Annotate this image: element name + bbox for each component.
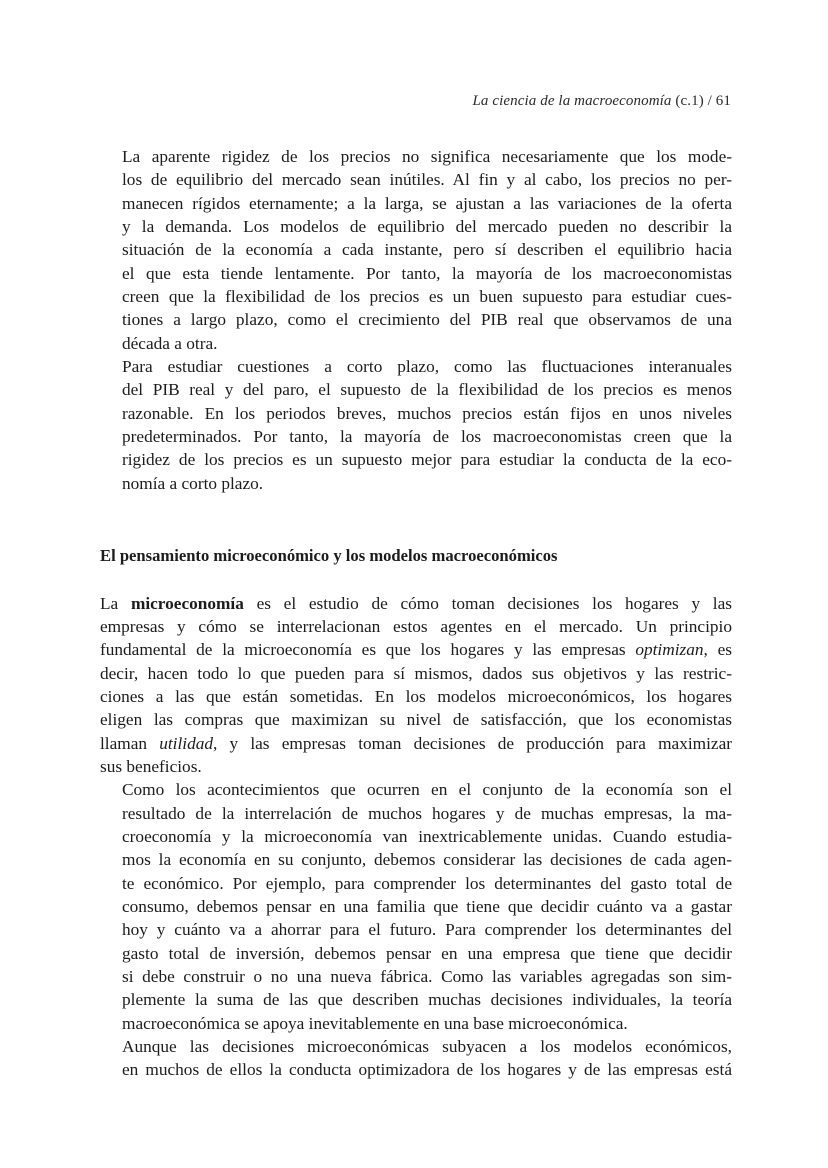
text-line: te económico. Por ejemplo, para comprender los determinantes del gasto total de — [122, 873, 732, 893]
bold-term: microeconomía — [130, 593, 244, 613]
text-line: manecen rígidos eternamente; a la larga, se ajustan a las variaciones de la oferta — [122, 193, 732, 213]
text-line: los de equilibrio del mercado sean inútiles. Al fin y al cabo, los precios no per- — [122, 170, 732, 190]
paragraph-optimizing-behavior — [100, 1035, 732, 1082]
text-segment: fundamental de la microeconomía es que los hogares y las empresas — [100, 640, 636, 660]
text-line: mos la economía en su conjunto, debemos considerar las decisiones de cada agen- — [122, 850, 732, 870]
paragraph-microeconomics-definition — [100, 592, 732, 779]
text-segment: , y las empresas toman decisiones de producción para maximizar — [213, 733, 732, 753]
text-line: Para estudiar cuestiones a corto plazo, como las fluctuaciones interanuales — [122, 357, 732, 377]
text-line: macroeconómica se apoya inevitablemente en una base microeconómica. — [122, 1013, 628, 1033]
text-line: predeterminados. Por tanto, la mayoría de los macroeconomistas creen que la — [122, 427, 732, 447]
text-line: tiones a largo plazo, como el crecimiento del PIB real que observamos de una — [122, 310, 732, 330]
running-head-separator: / — [707, 93, 712, 109]
running-head-chapter: (c.1) — [675, 93, 704, 109]
text-line: croeconomía y la microeconomía van inextricablemente unidas. Cuando estudia- — [122, 826, 732, 846]
text-line: plemente la suma de las que describen muchas decisiones individuales, la teoría — [122, 990, 732, 1010]
paragraph-micro-macro-link — [100, 778, 732, 1035]
text-line: ciones a las que están sometidas. En los modelos microeconómicos, los hogares — [100, 686, 732, 706]
text-line: hoy y cuánto va a ahorrar para el futuro. Para comprender los determinantes del — [122, 920, 732, 940]
running-head — [472, 93, 731, 110]
text-line: si debe construir o no una nueva fábrica. Como las variables agregadas son sim- — [122, 967, 732, 986]
italic-term: optimizan — [635, 640, 704, 660]
paragraph-price-rigidity — [100, 145, 732, 355]
text-line: empresas y cómo se interrelacionan estos agentes en el mercado. Un principio — [100, 616, 732, 636]
text-line: Como los acontecimientos que ocurren en el conjunto de la economía son el — [122, 780, 732, 800]
italic-term: utilidad — [159, 733, 213, 753]
text-line: gasto total de inversión, debemos pensar en una empresa que tiene que decidir — [122, 943, 732, 963]
text-line: nomía a corto plazo. — [122, 473, 264, 493]
text-segment: La — [100, 593, 131, 613]
text-line: sus beneficios. — [100, 756, 202, 776]
text-line: del PIB real y del paro, el supuesto de la flexibilidad de los precios es menos — [122, 380, 732, 400]
page-body — [100, 145, 732, 1082]
text-line: resultado de la interrelación de muchos hogares y de muchas empresas, la ma- — [122, 803, 732, 823]
text-line — [100, 732, 732, 755]
text-line: en muchos de ellos la conducta optimizadora de los hogares y de las empresas está — [122, 1060, 732, 1080]
text-line: situación de la economía a cada instante, pero sí describen el equilibrio hacia — [122, 240, 732, 260]
text-line: creen que la flexibilidad de los precios es un buen supuesto para estudiar cues- — [122, 287, 732, 307]
page-number: 61 — [715, 93, 731, 109]
running-head-title: La ciencia de la macroeconomía — [472, 93, 672, 109]
text-line — [100, 592, 732, 615]
text-line: razonable. En los periodos breves, muchos precios están fijos en unos niveles — [122, 403, 732, 423]
text-line: La aparente rigidez de los precios no significa necesariamente que los mode- — [122, 147, 732, 166]
text-segment: llaman — [100, 733, 160, 753]
text-line: y la demanda. Los modelos de equilibrio del mercado pueden no describir la — [122, 217, 732, 237]
text-line: consumo, debemos pensar en una familia que tiene que decidir cuánto va a gastar — [122, 896, 732, 916]
text-line: década a otra. — [122, 333, 218, 353]
paragraph-short-run — [100, 355, 732, 495]
text-segment: , es — [703, 640, 732, 660]
text-line — [100, 638, 732, 661]
section-heading: El pensamiento microeconómico y los modelos macroeconómicos — [100, 546, 558, 566]
text-line: rigidez de los precios es un supuesto mejor para estudiar la conducta de la eco- — [122, 450, 732, 470]
text-segment: es el estudio de cómo toman decisiones los hogares y las — [243, 593, 732, 613]
text-line: Aunque las decisiones microeconómicas subyacen a los modelos económicos, — [122, 1037, 732, 1057]
text-line: decir, hacen todo lo que pueden para sí mismos, dados sus objetivos y las restric- — [100, 663, 732, 683]
text-line: eligen las compras que maximizan su nivel de satisfacción, que los economistas — [100, 710, 732, 730]
text-line: el que esta tiende lentamente. Por tanto, la mayoría de los macroeconomistas — [122, 263, 732, 283]
